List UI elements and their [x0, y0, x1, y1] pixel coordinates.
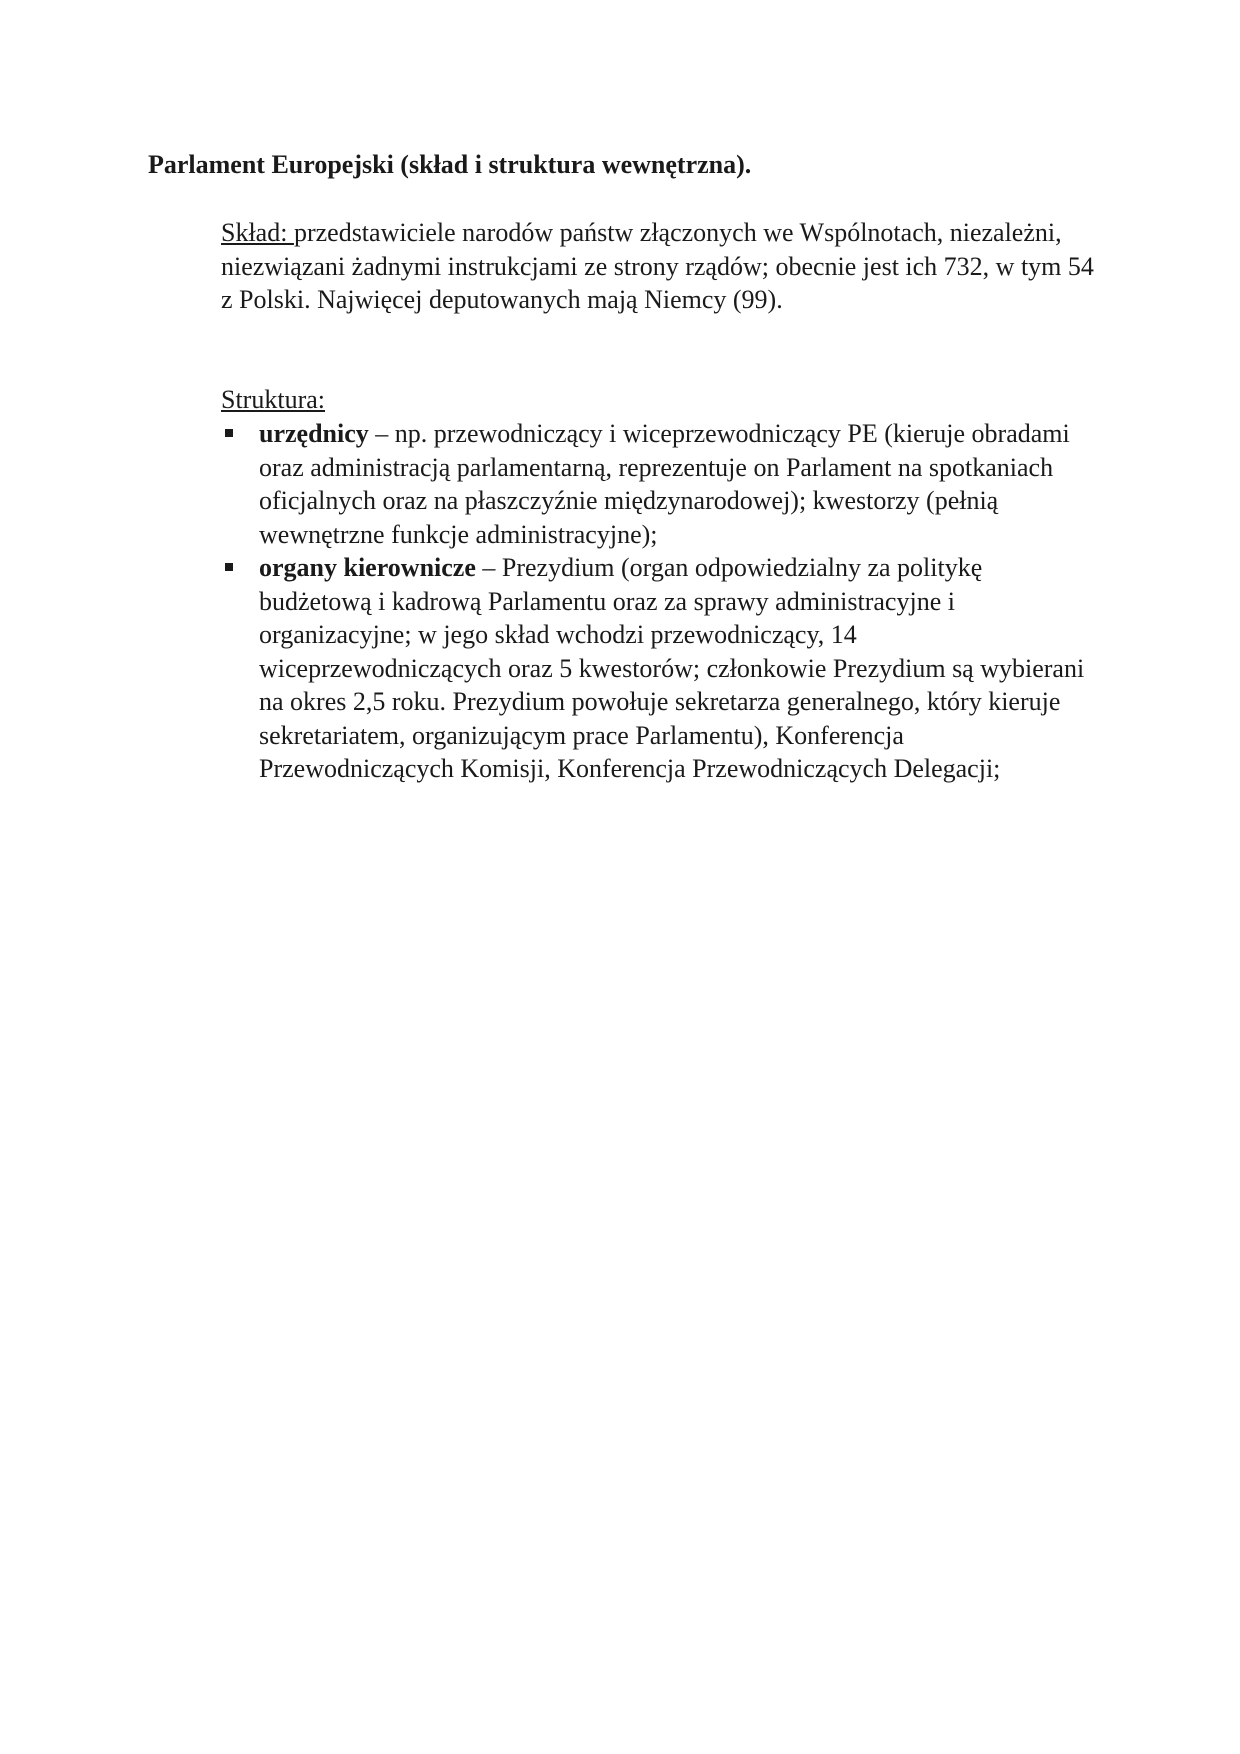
sklad-text: przedstawiciele narodów państw złączonych we Wspólnotach, niezależni, niezwiązani żadnymi instrukcjami ze strony rządów; obecnie jest ich 732, w tym 54 z Polski. Najwięcej deputowanych mają Niemcy (99).	[221, 218, 1094, 314]
struktura-list	[221, 417, 1101, 786]
list-item-text: – Prezydium (organ odpowiedzialny za politykę budżetową i kadrową Parlamentu oraz za sprawy administracyjne i organizacyjne; w jego skład wchodzi przewodniczący, 14 wiceprzewodniczących oraz 5 kwestorów; członkowie Prezydium są wybierani na okres 2,5 roku. Prezydium powołuje sekretarza generalnego, który kieruje sekretariatem, organizującym prace Parlamentu), Konferencja Przewodniczących Komisji, Konferencja Przewodniczących Delegacji;	[259, 553, 1085, 783]
list-item	[221, 551, 1101, 786]
sklad-paragraph	[221, 216, 1101, 317]
list-item-term: urzędnicy	[259, 419, 369, 448]
struktura-heading: Struktura:	[221, 385, 325, 414]
square-bullet-icon	[225, 429, 233, 437]
list-item-text: – np. przewodniczący i wiceprzewodniczący PE (kieruje obradami oraz administracją parlamentarną, reprezentuje on Parlament na spotkaniach oficjalnych oraz na płaszczyźnie międzynarodowej); kwestorzy (pełnią wewnętrzne funkcje administracyjne);	[259, 419, 1070, 549]
list-item	[221, 417, 1101, 551]
sklad-label: Skład:	[221, 218, 294, 247]
square-bullet-icon	[225, 563, 233, 571]
document-title: Parlament Europejski (skład i struktura wewnętrzna).	[148, 150, 752, 179]
list-item-term: organy kierownicze	[259, 553, 476, 582]
